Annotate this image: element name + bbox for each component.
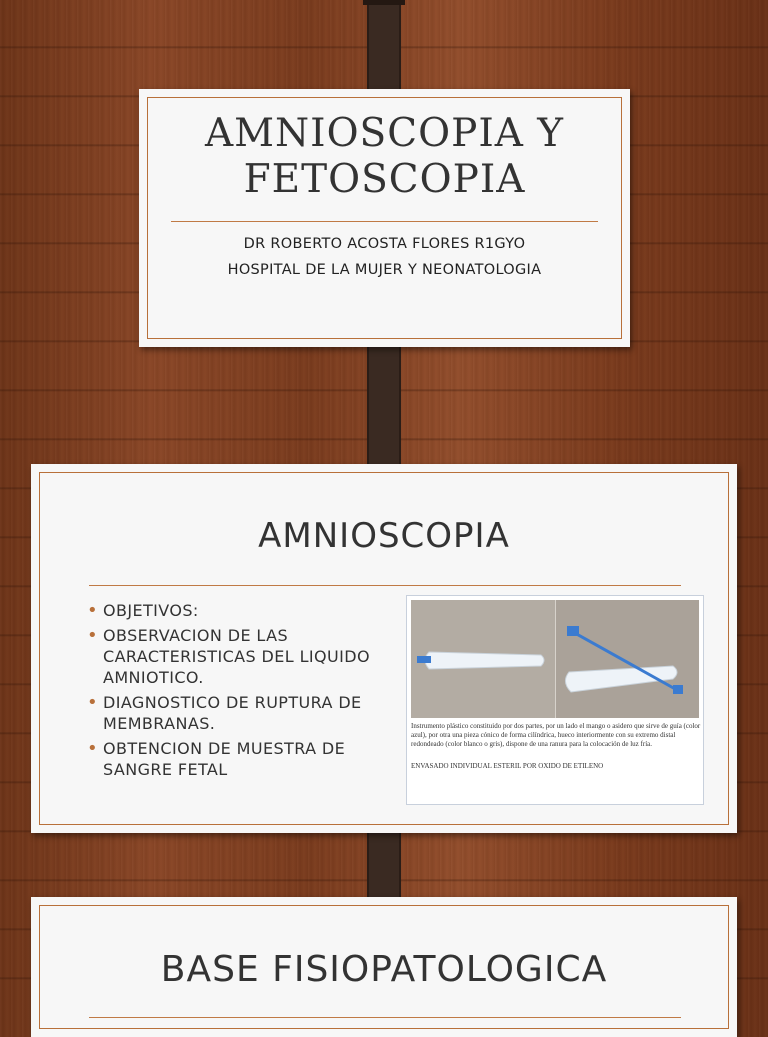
title-line-2: FETOSCOPIA	[243, 157, 526, 202]
figure-note: ENVASADO INDIVIDUAL ESTERIL POR OXIDO DE ETILENO	[411, 762, 604, 770]
slide-heading: BASE FISIOPATOLOGICA	[160, 949, 608, 990]
slide-base-card[interactable]	[31, 897, 737, 1037]
title-divider	[171, 221, 598, 222]
bullet-list	[85, 600, 385, 784]
list-item: • OBJETIVOS:	[85, 600, 385, 621]
slide-title	[139, 111, 630, 203]
subtitle-line-1: DR ROBERTO ACOSTA FLORES R1GYO	[243, 236, 526, 252]
slide-heading: AMNIOSCOPIA	[258, 516, 510, 556]
amnioscope-photo	[411, 600, 699, 718]
slide-subtitle	[139, 231, 630, 283]
amnioscope-figure	[406, 595, 704, 805]
title-line-1: AMNIOSCOPIA Y	[204, 111, 565, 156]
slide-title-card[interactable]	[139, 89, 630, 347]
heading-divider	[89, 585, 681, 586]
strap-middle	[367, 330, 401, 480]
heading-divider	[89, 1017, 681, 1018]
list-item: • DIAGNOSTICO DE RUPTURA DE MEMBRANAS.	[85, 692, 385, 734]
list-item: • OBTENCION DE MUESTRA DE SANGRE FETAL	[85, 738, 385, 780]
figure-caption: Instrumento plástico constituido por dos partes, por un lado el mango o asidero que sirve de guía (color azul), por otra una pieza cónico de forma cilíndrica, hueco interiormente con su extremo distal redondeado (color blanco o gris), dispone de una ranura para la colocación de luz fría.	[411, 722, 701, 748]
list-item: • OBSERVACION DE LAS CARACTERISTICAS DEL LIQUIDO AMNIOTICO.	[85, 625, 385, 688]
photo-divider	[555, 600, 556, 718]
slide-amnioscopia-card[interactable]	[31, 464, 737, 833]
subtitle-line-2: HOSPITAL DE LA MUJER Y NEONATOLOGIA	[227, 262, 542, 278]
